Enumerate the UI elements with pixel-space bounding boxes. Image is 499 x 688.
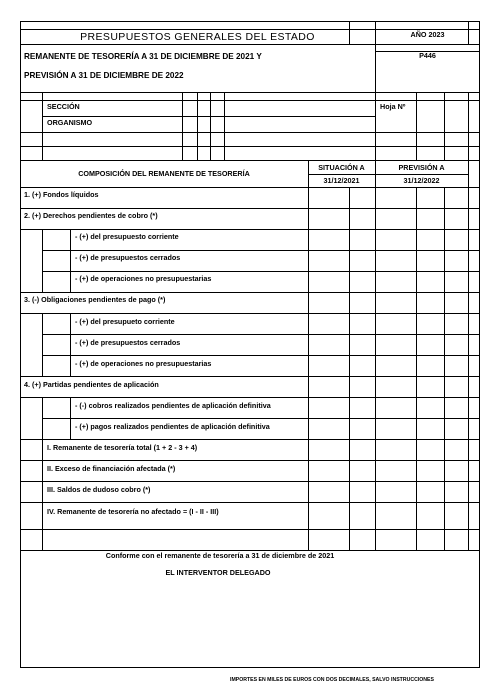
ident-rule-3 bbox=[20, 132, 480, 133]
table-col-split-3 bbox=[444, 187, 445, 550]
ident-col-g bbox=[416, 92, 417, 160]
row-sep-11 bbox=[42, 418, 480, 419]
row-sep-16 bbox=[20, 529, 480, 530]
row-remanente-total: I. Remanente de tesorería total (1 + 2 - 3 + 4) bbox=[47, 443, 198, 452]
header-rule-bottom bbox=[20, 92, 480, 93]
row-partidas-pendientes: 4. (+) Partidas pendientes de aplicación bbox=[24, 380, 159, 389]
ident-rule-5 bbox=[20, 160, 480, 161]
row-obligaciones-no-presupuestarias: - (+) de operaciones no presupuestarias bbox=[75, 359, 212, 368]
row-derechos-pendientes: 2. (+) Derechos pendientes de cobro (*) bbox=[24, 211, 158, 220]
situation-header: SITUACIÓN A bbox=[318, 163, 365, 172]
forecast-header: PREVISIÓN A bbox=[398, 163, 445, 172]
indent-rule-b bbox=[70, 229, 71, 292]
organism-label: ORGANISMO bbox=[47, 118, 93, 127]
row-saldos-dudoso-cobro: III. Saldos de dudoso cobro (*) bbox=[47, 485, 151, 494]
row-derechos-presupuesto-corriente: - (+) del presupuesto corriente bbox=[75, 232, 179, 241]
row-sep-4 bbox=[42, 271, 480, 272]
ident-col-a bbox=[42, 92, 43, 160]
row-sep-14 bbox=[20, 481, 480, 482]
ident-col-e bbox=[224, 92, 225, 160]
ident-rule-2 bbox=[42, 116, 375, 117]
indent-rule-a bbox=[42, 229, 43, 292]
row-sep-15 bbox=[20, 502, 480, 503]
row-sep-3 bbox=[42, 250, 480, 251]
ident-rule-1 bbox=[20, 100, 480, 101]
row-sep-5 bbox=[20, 292, 480, 293]
ident-col-f bbox=[375, 92, 376, 160]
row-sep-6 bbox=[20, 313, 480, 314]
form-subtitle-line2: PREVISIÓN A 31 DE DICIEMBRE DE 2022 bbox=[24, 71, 184, 80]
conformity-text: Conforme con el remanente de tesorería a 31 de diciembre de 2021 bbox=[105, 551, 335, 560]
ident-rule-4 bbox=[20, 146, 480, 147]
row-exceso-financiacion: II. Exceso de financiación afectada (*) bbox=[47, 464, 176, 473]
composition-header: COMPOSICIÓN DEL REMANENTE DE TESORERÍA bbox=[78, 169, 250, 178]
page-number-label: Hoja Nº bbox=[380, 102, 406, 111]
table-col-split-2 bbox=[416, 187, 417, 550]
indent-rule-e bbox=[42, 397, 43, 550]
header-rule-title-bottom bbox=[20, 44, 480, 45]
row-sep-7 bbox=[42, 334, 480, 335]
row-derechos-presupuestos-cerrados: - (+) de presupuestos cerrados bbox=[75, 253, 181, 262]
row-obligaciones-presupuesto-corriente: - (+) del presupueto corriente bbox=[75, 317, 175, 326]
row-fondos-liquidos: 1. (+) Fondos líquidos bbox=[24, 190, 99, 199]
model-code: P446 bbox=[419, 51, 436, 60]
ident-col-b bbox=[182, 92, 183, 160]
row-cobros-pendientes-aplicacion: - (-) cobros realizados pendientes de aplicación definitiva bbox=[75, 401, 271, 410]
table-col-split-1 bbox=[349, 187, 350, 550]
row-obligaciones-presupuestos-cerrados: - (+) de presupuestos cerrados bbox=[75, 338, 181, 347]
section-label: SECCIÓN bbox=[47, 102, 80, 111]
row-sep-12 bbox=[20, 439, 480, 440]
ident-col-i bbox=[468, 92, 469, 160]
row-sep-9 bbox=[20, 376, 480, 377]
row-sep-13 bbox=[20, 460, 480, 461]
signer-label: EL INTERVENTOR DELEGADO bbox=[165, 568, 271, 577]
forecast-date: 31/12/2022 bbox=[403, 176, 440, 185]
ident-col-h bbox=[444, 92, 445, 160]
row-remanente-no-afectado: IV. Remanente de tesorería no afectado = (I - II - III) bbox=[47, 507, 219, 516]
ident-col-c bbox=[197, 92, 198, 160]
indent-rule-c bbox=[42, 313, 43, 376]
row-sep-10 bbox=[20, 397, 480, 398]
indent-rule-d bbox=[70, 313, 71, 376]
row-sep-1 bbox=[20, 208, 480, 209]
footer-note: IMPORTES EN MILES DE EUROS CON DOS DECIMALES, SALVO INSTRUCCIONES bbox=[230, 677, 434, 683]
row-sep-2 bbox=[20, 229, 480, 230]
form-subtitle-line1: REMANENTE DE TESORERÍA A 31 DE DICIEMBRE DE 2021 Y bbox=[24, 52, 262, 61]
year-label: AÑO 2023 bbox=[410, 30, 445, 39]
table-head-rule-mid bbox=[308, 174, 468, 175]
row-obligaciones-pendientes: 3. (-) Obligaciones pendientes de pago (*) bbox=[24, 295, 166, 304]
table-head-rule-bottom bbox=[20, 187, 480, 188]
row-pagos-pendientes-aplicacion: - (+) pagos realizados pendientes de aplicación definitiva bbox=[75, 422, 270, 431]
row-derechos-no-presupuestarias: - (+) de operaciones no presupuestarias bbox=[75, 274, 212, 283]
situation-date: 31/12/2021 bbox=[323, 176, 360, 185]
ident-col-d bbox=[210, 92, 211, 160]
row-sep-8 bbox=[42, 355, 480, 356]
form-title: PRESUPUESTOS GENERALES DEL ESTADO bbox=[80, 31, 315, 43]
